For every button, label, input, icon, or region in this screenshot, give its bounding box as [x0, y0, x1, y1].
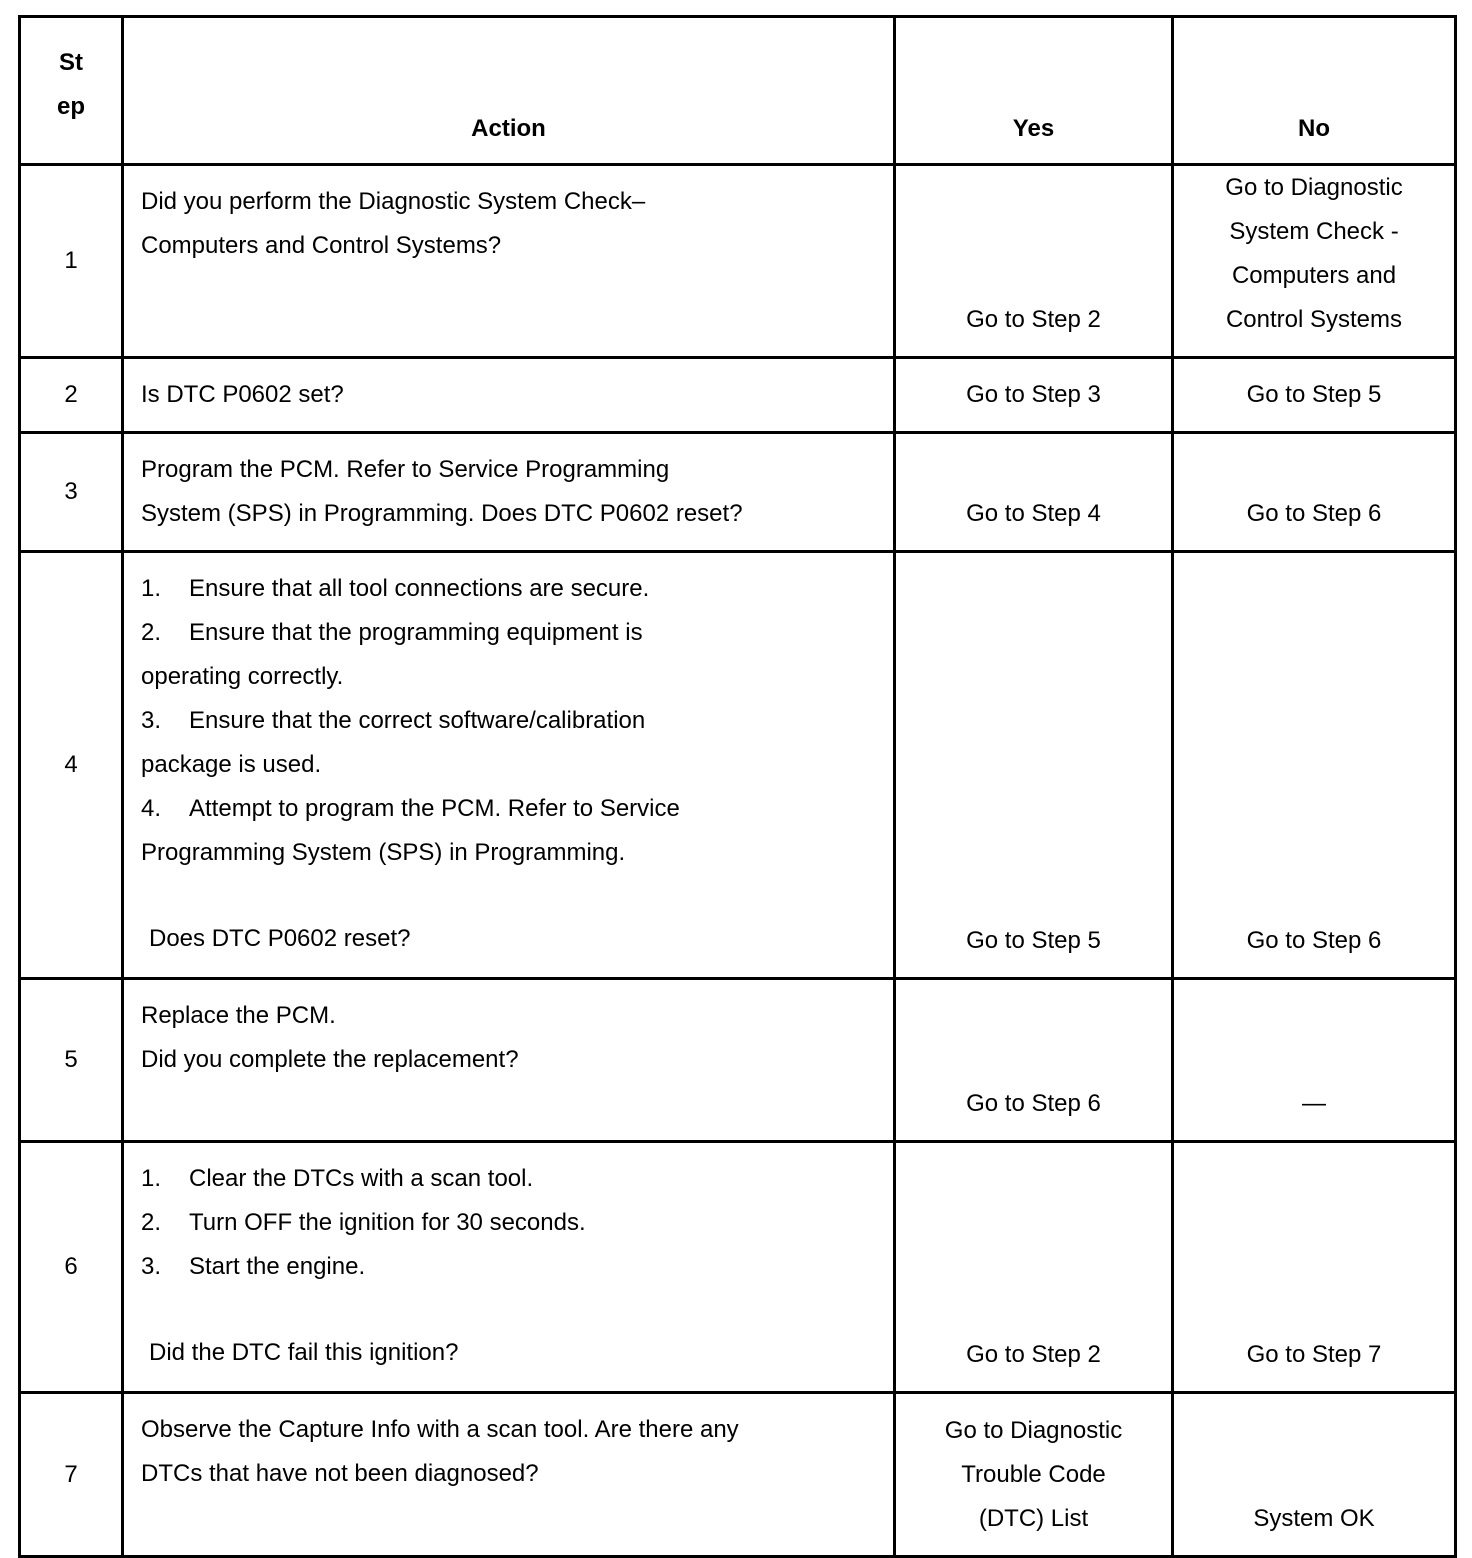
step-number: 6: [20, 1142, 123, 1393]
table-row: [20, 165, 1456, 358]
header-action: Action: [123, 17, 895, 165]
list-item: 4. Attempt to program the PCM. Refer to Service: [141, 795, 680, 822]
no-cell: Go to Step 6: [1173, 433, 1456, 552]
yes-cell: Go to Diagnostic Trouble Code (DTC) List: [895, 1393, 1173, 1557]
action-cell: Observe the Capture Info with a scan tool. Are there any DTCs that have not been diagnosed?: [123, 1393, 895, 1557]
no-cell: System OK: [1173, 1393, 1456, 1557]
no-cell: Go to Step 6: [1173, 552, 1456, 979]
action-cell: Is DTC P0602 set?: [123, 358, 895, 433]
step-number: 4: [20, 552, 123, 979]
table-row: [20, 1393, 1456, 1557]
diagnostic-table: [18, 15, 1457, 1558]
header-no: No: [1173, 17, 1456, 165]
table-row: [20, 979, 1456, 1142]
action-cell: Did you perform the Diagnostic System Check– Computers and Control Systems?: [123, 165, 895, 358]
action-cell: 1. Ensure that all tool connections are secure. 2. Ensure that the programming equipment is operating correctly. 3. Ensure that the correct software/calibration package is used. 4. Attempt to program the PCM. Refer to Service Programming System (SPS) in Programming. Does DTC P0602 reset?: [123, 552, 895, 979]
table-row: [20, 358, 1456, 433]
no-cell: —: [1173, 979, 1456, 1142]
question: Does DTC P0602 reset?: [149, 925, 411, 952]
no-cell: Go to Step 7: [1173, 1142, 1456, 1393]
yes-cell: Go to Step 4: [895, 433, 1173, 552]
list-item: 2. Ensure that the programming equipment is: [141, 619, 643, 646]
header-yes: Yes: [895, 17, 1173, 165]
no-cell: Go to Diagnostic System Check - Computers and Control Systems: [1173, 165, 1456, 358]
table-row: [20, 1142, 1456, 1393]
action-cell: Replace the PCM. Did you complete the replacement?: [123, 979, 895, 1142]
header-row: [20, 17, 1456, 165]
table-row: [20, 552, 1456, 979]
header-step: St ep: [20, 17, 123, 165]
list-item: 3. Start the engine.: [141, 1253, 366, 1280]
action-cell: [123, 1142, 895, 1393]
list-item: 1. Ensure that all tool connections are secure.: [141, 575, 650, 602]
yes-cell: Go to Step 2: [895, 165, 1173, 358]
table-row: [20, 433, 1456, 552]
yes-cell: Go to Step 5: [895, 552, 1173, 979]
step-number: 3: [20, 433, 123, 552]
list-item: 2. Turn OFF the ignition for 30 seconds.: [141, 1209, 586, 1236]
step-number: 1: [20, 165, 123, 358]
step-number: 7: [20, 1393, 123, 1557]
yes-cell: Go to Step 3: [895, 358, 1173, 433]
action-cell: Program the PCM. Refer to Service Programming System (SPS) in Programming. Does DTC P0602 reset?: [123, 433, 895, 552]
question: Did the DTC fail this ignition?: [149, 1339, 459, 1366]
list-item: 1. Clear the DTCs with a scan tool.: [141, 1165, 534, 1192]
yes-cell: Go to Step 6: [895, 979, 1173, 1142]
yes-cell: Go to Step 2: [895, 1142, 1173, 1393]
list-item: 3. Ensure that the correct software/calibration: [141, 707, 646, 734]
no-cell: Go to Step 5: [1173, 358, 1456, 433]
step-number: 5: [20, 979, 123, 1142]
step-number: 2: [20, 358, 123, 433]
